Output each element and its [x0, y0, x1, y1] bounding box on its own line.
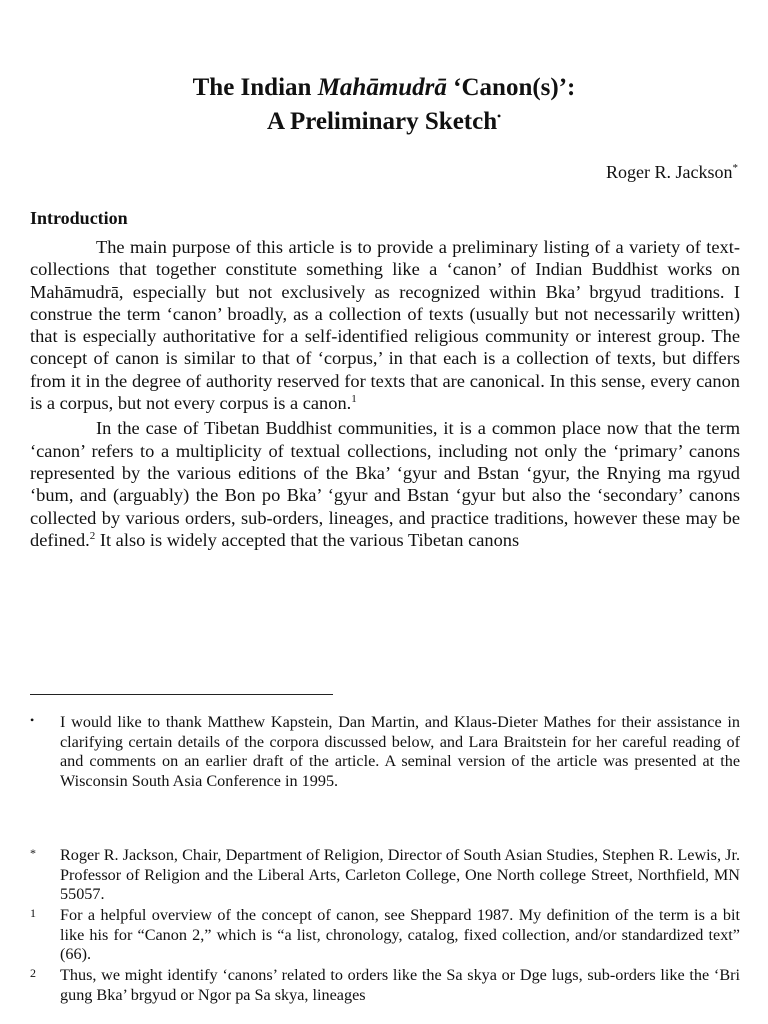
footnote-text: I would like to thank Matthew Kapstein, Dan Martin, and Klaus-Dieter Mathes for their assistance in clarifying certain details of the corpora discussed below, and Lara Braitstein for her careful reading of and comments on an earlier draft of the article. A seminal version of the article was presented at the Wisconsin South Asia Conference in 1995. — [60, 713, 740, 790]
footnote-mark: 2 — [30, 966, 36, 980]
main-body — [30, 236, 740, 551]
paragraph-2-text-a: In the case of Tibetan Buddhist communities, it is a common place now that the term ‘canon’ refers to a multiplicity of textual collections, including not only the ‘primary’ canons represented by the various editions of the Bka’ ‘gyur and Bstan ‘gyur, the Rnying ma rgyud ‘bum, and (arguably) the Bon po Bka’ ‘gyur and Bstan ‘gyur but also the ‘secondary’ canons collected by various orders, sub-orders, lineages, and practice traditions, however these may be defined. — [30, 418, 740, 550]
paragraph-1-text: The main purpose of this article is to provide a preliminary listing of a variety of text-collections that together constitute something like a ‘canon’ of Indian Buddhist works on Mahāmudrā, especially but not exclusively as recognized within Bka’ brgyud traditions. I construe the term ‘canon’ broadly, as a collection of texts (usually but not necessarily written) that is especially authoritative for a self-identified religious community or interest group. The concept of canon is similar to that of ‘corpus,’ in that each is a collection of texts, but differs from it in the degree of authority reserved for texts that are canonical. In this sense, every canon is a corpus, but not every corpus is a canon. — [30, 237, 740, 414]
author-line — [606, 162, 738, 183]
footnote-divider — [30, 694, 333, 695]
author-name: Roger R. Jackson — [606, 162, 733, 182]
footnote-1 — [30, 906, 740, 965]
paragraph-2 — [30, 417, 740, 551]
footnote-mark: • — [30, 713, 35, 727]
footnote-author — [30, 846, 740, 905]
footnote-acknowledgements — [30, 713, 740, 791]
footnote-ref-2: 2 — [89, 529, 96, 542]
footnote-ref-1: 1 — [351, 392, 357, 405]
paragraph-2-text-b: It also is widely accepted that the various Tibetan canons — [95, 529, 520, 550]
subtitle: A Preliminary Sketch — [267, 108, 498, 135]
title-prefix: The Indian — [192, 74, 318, 101]
section-heading: Introduction — [30, 208, 128, 228]
footnote-mark: 1 — [30, 906, 36, 920]
paragraph-1 — [30, 236, 740, 414]
title-italic-term: Mahāmudrā — [317, 74, 447, 101]
article-title-line-1 — [0, 72, 768, 104]
title-suffix: ‘Canon(s)’: — [446, 74, 576, 101]
footnote-text: For a helpful overview of the concept of canon, see Sheppard 1987. My definition of the term is a bit like his for “Canon 2,” which is “a list, chronology, catalog, fixed collection, and/or standardized text” (66). — [60, 906, 740, 964]
footnote-text: Roger R. Jackson, Chair, Department of Religion, Director of South Asian Studies, Stephen R. Lewis, Jr. Professor of Religion and the Liberal Arts, Carleton College, One North college Street, Northfield, MN 55057. — [60, 846, 740, 904]
author-footnote-mark: * — [732, 162, 738, 174]
title-footnote-mark: • — [497, 110, 501, 123]
footnote-2 — [30, 966, 740, 1005]
footnote-mark: * — [30, 846, 36, 860]
footnote-text: Thus, we might identify ‘canons’ related to orders like the Sa skya or Dge lugs, sub-orders like the ‘Bri gung Bka’ brgyud or Ngor pa Sa skya, lineages — [60, 966, 740, 1004]
article-title-line-2 — [0, 106, 768, 138]
